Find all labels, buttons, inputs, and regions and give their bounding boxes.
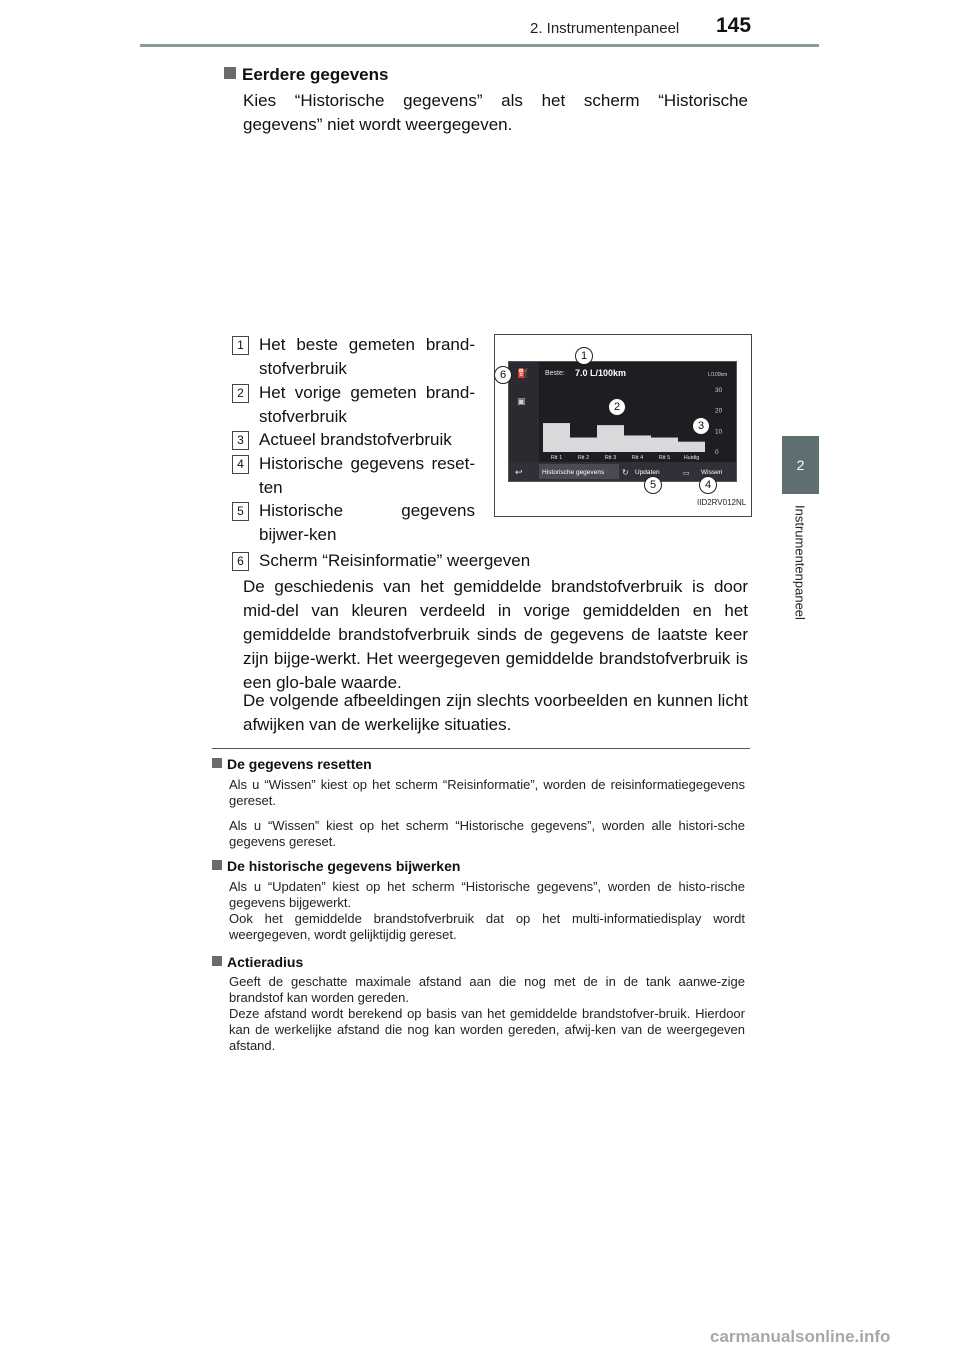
note-paragraph: Ook het gemiddelde brandstofverbruik dat op het multi-informatiedisplay wordt weergegeven, wordt gelijktijdig gereset.	[229, 911, 745, 942]
header-rule	[140, 44, 819, 47]
category-label: Rit 3	[604, 455, 617, 461]
note-paragraph: Als u “Updaten” kiest op het scherm “Historische gegevens”, worden de histo-rische gegevens bijgewerkt.	[229, 879, 745, 910]
note-heading	[212, 954, 303, 970]
notes-divider	[212, 748, 750, 749]
item-number: 4	[232, 455, 249, 474]
square-bullet-icon	[224, 67, 236, 79]
unit-label: L/100km	[708, 372, 728, 378]
chart-bar	[651, 438, 678, 452]
category-label: Huidig	[683, 455, 700, 461]
body-paragraph: De volgende afbeeldingen zijn slechts voorbeelden en kunnen licht afwijken van de werkelijke situaties.	[243, 691, 748, 734]
intro-text: Kies “Historische gegevens” als het scherm “Historische gegevens” niet wordt weergegeven.	[243, 91, 748, 134]
item-number: 3	[232, 431, 249, 450]
history-button-label: Historische gegevens	[542, 469, 605, 476]
item-text: Actueel brandstofverbruik	[259, 430, 452, 449]
callout-5: 5	[644, 476, 662, 494]
chart-bar	[624, 435, 651, 452]
callout-1: 1	[575, 347, 593, 365]
page-number: 145	[716, 14, 752, 37]
section-title: 2. Instrumentenpaneel	[530, 20, 680, 37]
callout-2: 2	[608, 398, 626, 416]
y-tick-label: 0	[715, 449, 719, 456]
chart-bar	[570, 438, 597, 452]
note-paragraph: Als u “Wissen” kiest op het scherm “Historische gegevens”, worden alle histori-sche gegevens gereset.	[229, 818, 745, 849]
callout-4: 4	[699, 476, 717, 494]
best-value: 7.0 L/100km	[575, 368, 627, 378]
item-text: Historische gegevens bijwer-ken	[259, 501, 475, 544]
note-paragraph: Geeft de geschatte maximale afstand aan die nog met de in de tank aanwe-zige brandstof kan worden gereden.	[229, 974, 745, 1005]
category-label: Rit 1	[550, 455, 563, 461]
note-heading	[212, 756, 372, 772]
body-paragraph: De geschiedenis van het gemiddelde brandstofverbruik is door mid-del van kleuren verdeeld in vorige gemiddelden en het gemiddelde brandstofverbruik sinds de gegevens de laatste keer zijn bijge-werkt. Het weergegeven gemiddelde brandstofverbruik is een glo-bale waarde.	[243, 577, 748, 692]
item-text: Het vorige gemeten brand-stofverbruik	[259, 383, 475, 426]
note-heading-text: De historische gegevens bijwerken	[227, 858, 461, 874]
category-label: Rit 4	[631, 455, 644, 461]
chapter-number: 2	[796, 457, 805, 473]
figure-code: IID2RV012NL	[697, 498, 747, 507]
update-button-label[interactable]: Updaten	[635, 469, 660, 476]
best-label: Beste:	[545, 370, 565, 377]
item-number: 5	[232, 502, 249, 521]
section-heading-text: Eerdere gegevens	[242, 65, 389, 84]
back-icon[interactable]: ↩	[515, 468, 523, 478]
item-number: 6	[232, 552, 249, 571]
item-number: 1	[232, 336, 249, 355]
note-paragraph: Als u “Wissen” kiest op het scherm “Reisinformatie”, worden de reisinformatiegegevens gereset.	[229, 777, 745, 808]
chart-bar	[543, 423, 570, 452]
chapter-side-title	[784, 505, 816, 635]
clear-icon[interactable]: ▭	[683, 469, 690, 477]
square-bullet-icon	[212, 860, 222, 870]
map-icon: ▣	[517, 397, 526, 407]
trip-info-icon: ⛽	[517, 369, 529, 379]
refresh-icon[interactable]: ↻	[622, 468, 629, 477]
note-heading-text: De gegevens resetten	[227, 756, 372, 772]
item-number: 2	[232, 384, 249, 403]
chapter-tab	[782, 436, 819, 494]
note-paragraph: Deze afstand wordt berekend op basis van het gemiddelde brandstofver-bruik. Hierdoor kan de werkelijke afstand die nog kan worden gereden, afwij-ken van de weergegeven afstand.	[229, 1006, 745, 1053]
callout-6: 6	[494, 366, 512, 384]
square-bullet-icon	[212, 758, 222, 768]
chapter-side-title-text: Instrumentenpaneel	[792, 505, 808, 620]
category-label: Rit 2	[577, 455, 590, 461]
y-tick-label: 20	[715, 407, 723, 415]
category-label: Rit 5	[658, 455, 671, 461]
chart-bar	[597, 425, 624, 452]
note-heading-text: Actieradius	[227, 954, 304, 970]
item-text: Scherm “Reisinformatie” weergeven	[259, 551, 531, 570]
item-text: Het beste gemeten brand-stofverbruik	[259, 335, 475, 378]
square-bullet-icon	[212, 956, 222, 966]
note-heading	[212, 858, 460, 874]
y-tick-label: 10	[715, 428, 723, 436]
watermark: carmanualsonline.info	[710, 1327, 891, 1346]
section-heading	[224, 63, 388, 87]
clear-button-label[interactable]: Wissen	[701, 469, 723, 476]
item-text: Historische gegevens reset-ten	[259, 454, 475, 497]
callout-3: 3	[692, 417, 710, 435]
chart-bar	[678, 442, 705, 452]
y-tick-label: 30	[715, 387, 723, 394]
